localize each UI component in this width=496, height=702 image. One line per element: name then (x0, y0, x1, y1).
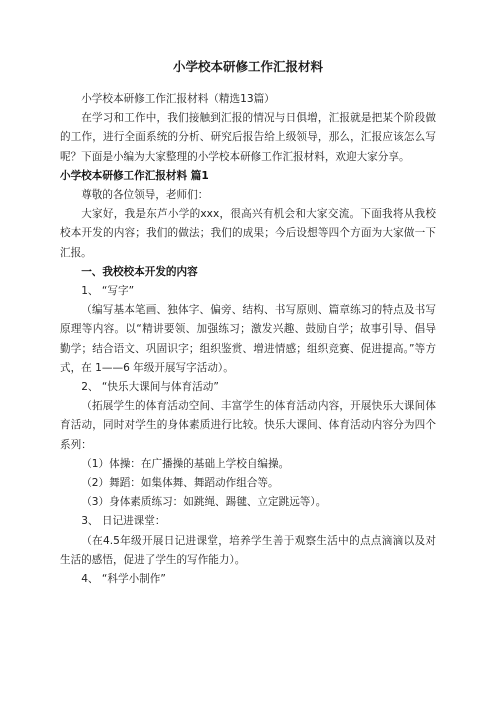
paragraph: 在学习和工作中，我们接触到汇报的情况与日俱增，汇报就是把某个阶段做的工作，进行全面系统的分析、研究后报告给上级领导，那么，汇报应该怎么写呢？下面是小编为大家整理的小学校本研修工作汇报材料，欢迎大家分享。 (60, 112, 436, 163)
paragraph: 2、 “快乐大课间与体育活动” (81, 381, 219, 394)
document-title: 小学校本研修工作汇报材料 (172, 59, 323, 74)
paragraph: 小学校本研修工作汇报材料（精选13篇） (81, 93, 275, 105)
paragraph: 4、 “科学小制作” (81, 573, 166, 586)
paragraph: 3、 日记进课堂： (81, 515, 166, 528)
paragraph: （2）舞蹈：如集体舞、舞蹈动作组合等。 (81, 477, 279, 490)
paragraph: 1、 “写字” (81, 285, 135, 298)
document-body (60, 90, 436, 589)
paragraph: （3）身体素质练习：如跳绳、踢毽、立定跳远等）。 (81, 496, 327, 509)
section-heading: 小学校本研修工作汇报材料 篇1 (60, 169, 209, 182)
paragraph: 大家好，我是东芦小学的xxx，很高兴有机会和大家交流。下面我将从我校校本开发的内容；我们的做法；我们的成果；今后设想等四个方面为大家做一下汇报。 (60, 208, 436, 259)
paragraph: （编写基本笔画、独体字、偏旁、结构、书写原则、篇章练习的特点及书写原理等内容。以“精讲要领、加强练习；激发兴趣、鼓励自学；故事引导、倡导勤学；结合语文、巩固识字；组织鉴赏、增进情感；组织竞赛、促进提高。”等方式，在 1——6 年级开展写字活动）。 (60, 304, 436, 374)
section-heading: 一、我校校本开发的内容 (81, 265, 198, 278)
paragraph: （1）体操：在广播操的基础上学校自编操。 (81, 457, 290, 470)
paragraph: （拓展学生的体育活动空间、丰富学生的体育活动内容，开展快乐大课间体育活动，同时对学生的身体素质进行比较。快乐大课间、体育活动内容分为四个系列： (60, 400, 436, 451)
paragraph: （在4.5年级开展日记进课堂，培养学生善于观察生活中的点点滴滴以及对生活的感悟，促进了学生的写作能力）。 (60, 534, 436, 566)
document-page (60, 58, 436, 589)
paragraph: 尊敬的各位领导，老师们： (81, 189, 209, 202)
